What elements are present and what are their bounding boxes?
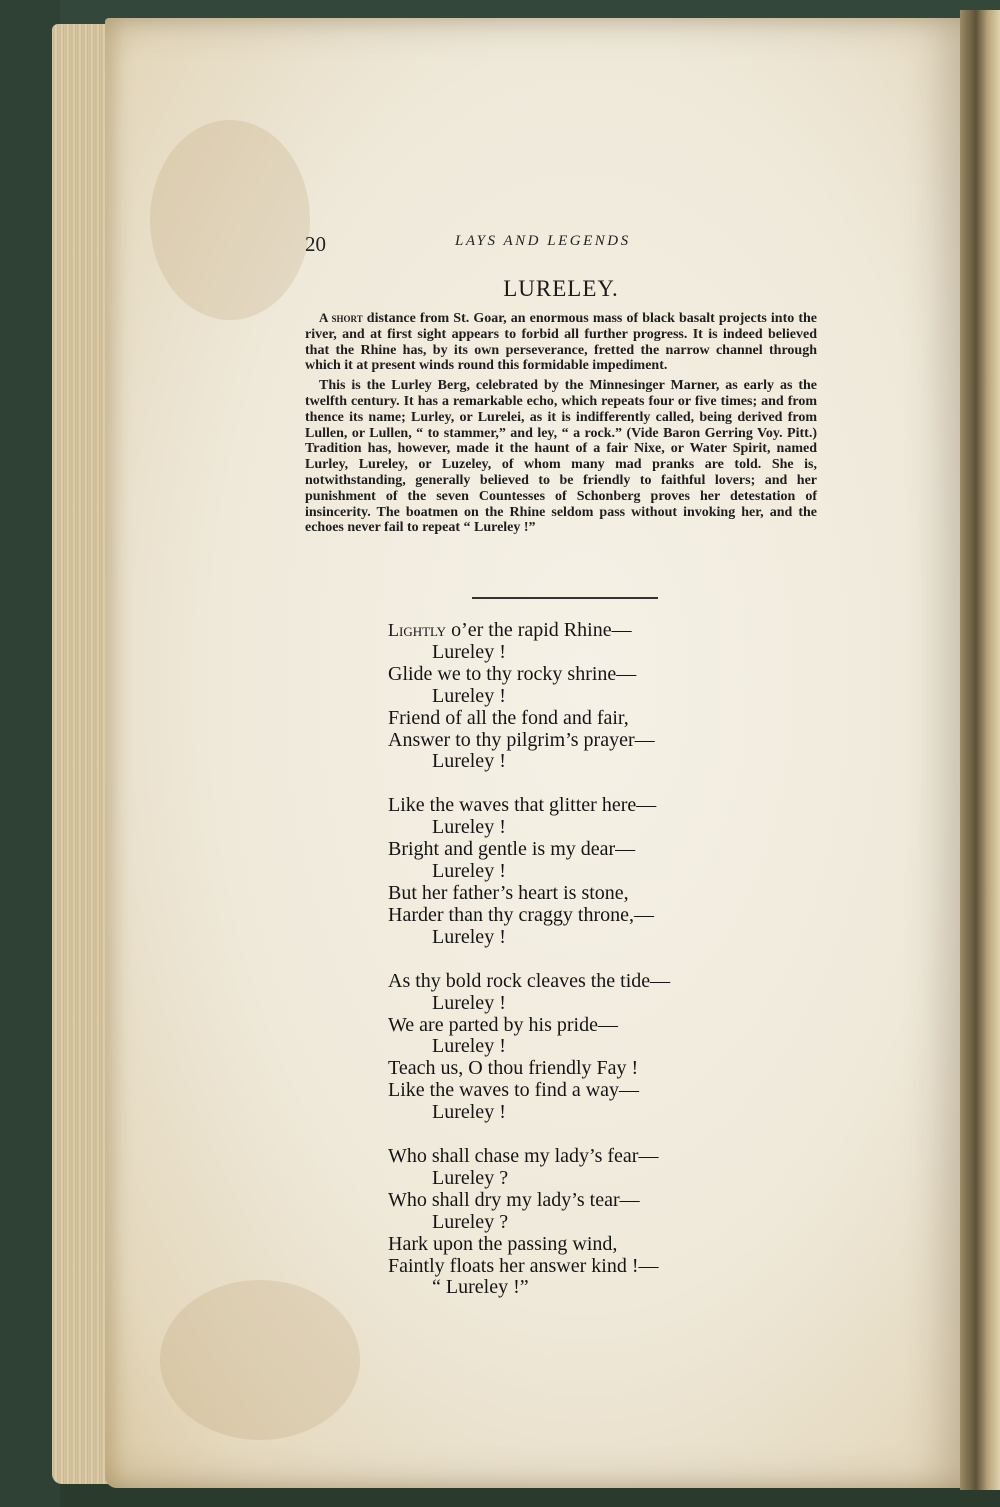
poem-stanza	[388, 620, 748, 773]
refrain-line	[388, 861, 748, 883]
verse-line	[388, 664, 748, 686]
line-text: Answer to thy pilgrim’s prayer—	[388, 728, 655, 751]
poem-stanza	[388, 795, 748, 948]
line-text: We are parted by his pride—	[388, 1013, 618, 1036]
small-caps-lead: Lightly	[388, 620, 447, 640]
line-text: Lureley !	[432, 684, 506, 707]
verse-line	[388, 1058, 748, 1080]
line-text: Lureley !	[432, 1101, 506, 1124]
line-text: Lureley !	[432, 925, 506, 948]
prose-paragraph	[305, 310, 817, 374]
line-text: Teach us, O thou friendly Fay !	[388, 1057, 639, 1080]
line-text: As thy bold rock cleaves the tide—	[388, 969, 671, 992]
verse-line	[388, 795, 748, 817]
line-text: Faintly floats her answer kind !—	[388, 1254, 659, 1277]
refrain-line	[388, 993, 748, 1015]
verse-line	[388, 905, 748, 927]
line-text: Lureley !	[432, 750, 506, 773]
refrain-line	[388, 1212, 748, 1234]
poem	[388, 620, 748, 1321]
verse-line	[388, 1015, 748, 1037]
line-text: Lureley ?	[432, 1210, 509, 1233]
refrain-line	[388, 1168, 748, 1190]
verse-line	[388, 1256, 748, 1278]
verse-line	[388, 730, 748, 752]
small-caps-lead: A short	[319, 310, 363, 325]
line-text: “ Lureley !”	[432, 1276, 529, 1299]
line-text: But her father’s heart is stone,	[388, 881, 629, 904]
chapter-title: LURELEY.	[503, 276, 619, 301]
line-text: Lureley !	[432, 816, 506, 839]
refrain-line	[388, 1102, 748, 1124]
verse-line	[388, 620, 748, 642]
book-gutter	[960, 10, 1000, 1490]
foxing-stain	[160, 1280, 360, 1440]
page-number: 20	[305, 232, 326, 256]
line-text: Lureley !	[432, 991, 506, 1014]
refrain-line	[388, 686, 748, 708]
refrain-line	[388, 751, 748, 773]
verse-line	[388, 1146, 748, 1168]
prose-intro	[305, 310, 817, 540]
line-text: Bright and gentle is my dear—	[388, 838, 636, 861]
refrain-line	[388, 1036, 748, 1058]
verse-line	[388, 708, 748, 730]
poem-stanza	[388, 971, 748, 1124]
verse-line	[388, 839, 748, 861]
refrain-line	[388, 817, 748, 839]
running-head: LAYS AND LEGENDS	[455, 233, 631, 249]
section-rule	[472, 597, 658, 599]
line-text: Friend of all the fond and fair,	[388, 706, 629, 729]
book-cover-left	[0, 0, 60, 1507]
line-text: Like the waves to find a way—	[388, 1079, 640, 1102]
foxing-stain	[150, 120, 310, 320]
paragraph-text: distance from St. Goar, an enormous mass of black basalt projects into the river, and at first sight appears to forbid all further progress. It is indeed believed that the Rhine has, by its own perseverance, fretted the narrow channel through which it at present winds round this formidable impediment.	[305, 311, 818, 374]
verse-line	[388, 883, 748, 905]
line-text: Lureley !	[432, 860, 506, 883]
line-text: Lureley ?	[432, 1166, 509, 1189]
line-text: Glide we to thy rocky shrine—	[388, 662, 637, 685]
line-text: Lureley !	[432, 1035, 506, 1058]
line-text: Hark upon the passing wind,	[388, 1232, 618, 1255]
verse-line	[388, 1080, 748, 1102]
verse-line	[388, 1234, 748, 1256]
line-text: Like the waves that glitter here—	[388, 794, 657, 817]
refrain-line	[388, 642, 748, 664]
verse-line	[388, 1190, 748, 1212]
line-text: o’er the rapid Rhine—	[446, 619, 632, 641]
poem-stanza	[388, 1146, 748, 1299]
line-text: Harder than thy craggy throne,—	[388, 903, 655, 926]
verse-line	[388, 971, 748, 993]
line-text: Who shall dry my lady’s tear—	[388, 1188, 640, 1211]
prose-paragraph: This is the Lurley Berg, celebrated by the Minnesinger Marner, as early as the twelfth century. It has a remarkable echo, which repeats four or five times; and from thence its name; Lurley, or Lurelei, as it is indifferently called, being derived from Lullen, or Lullen, “ to stammer,” and ley, “ a rock.” (Vide Baron Gerring Voy. Pitt.) Tradition has, however, made it the haunt of a fair Nixe, or Water Spirit, named Lurley, Lureley, or Luzeley, of whom many mad pranks are told. She is, notwithstanding, generally believed to be friendly to faithful lovers; and her punishment of the seven Countesses of Schonberg proves her detestation of insincerity. The boatmen on the Rhine seldom pass without invoking her, and the echoes never fail to repeat “ Lureley !”	[305, 378, 817, 536]
line-text: Who shall chase my lady’s fear—	[388, 1145, 659, 1168]
line-text: Lureley !	[432, 640, 506, 663]
refrain-line	[388, 927, 748, 949]
refrain-line	[388, 1277, 748, 1299]
page-header	[305, 232, 725, 258]
